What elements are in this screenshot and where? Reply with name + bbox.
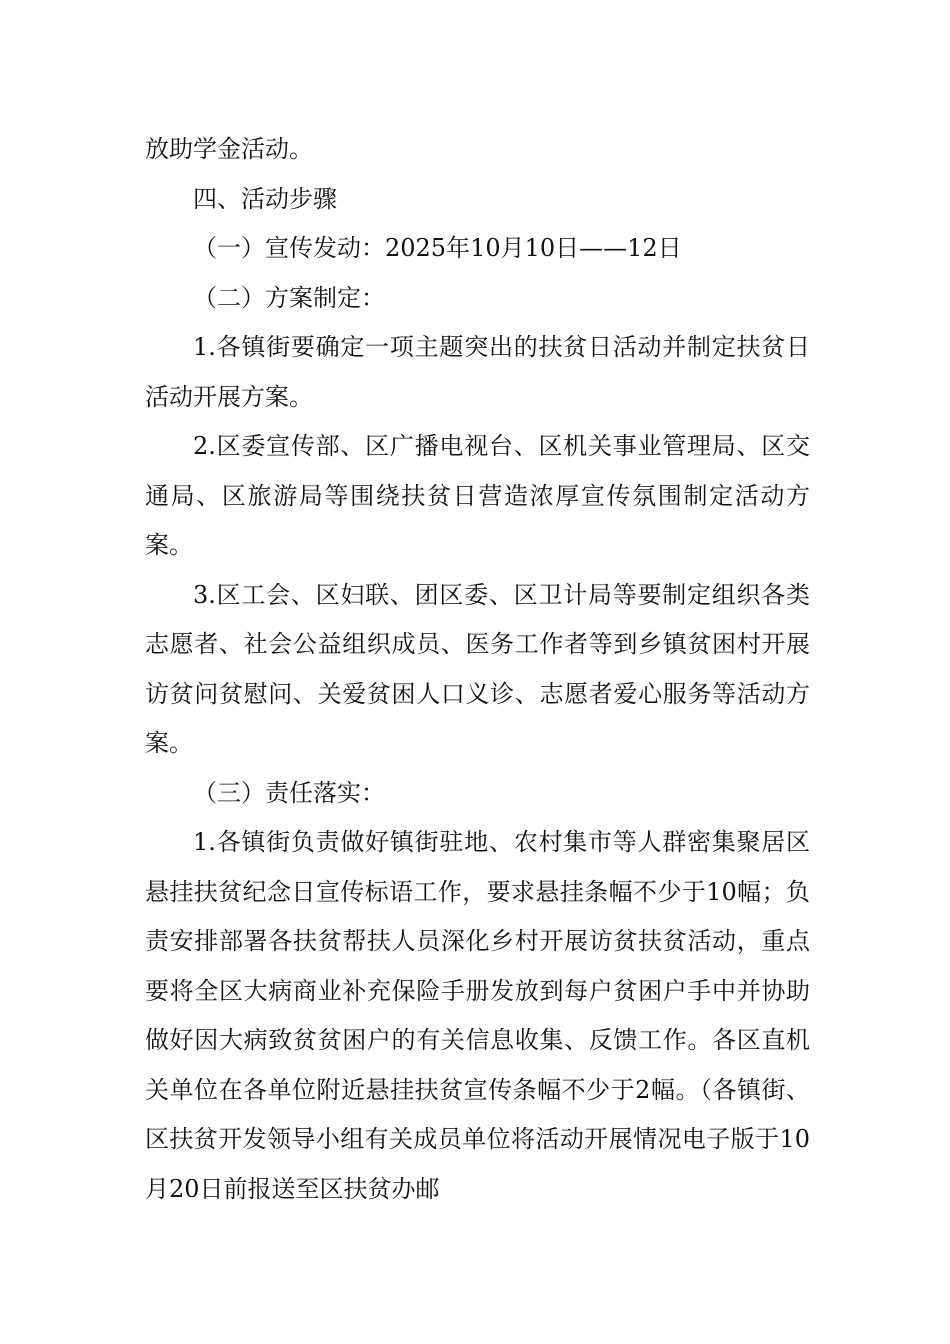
section-heading-activity-steps: 四、活动步骤 [193, 184, 337, 213]
paragraph-plan-item-3: 3.区工会、区妇联、团区委、区卫计局等要制定组织各类志愿者、社会公益组织成员、医务工作者等到乡镇贫困村开展访贫问贫慰问、关爱贫困人口义诊、志愿者爱心服务等活动方案。 [145, 580, 810, 757]
paragraph-plan-item-2: 2.区委宣传部、区广播电视台、区机关事业管理局、区交通局、区旅游局等围绕扶贫日营造浓厚宣传氛围制定活动方案。 [145, 432, 810, 559]
document-body [145, 125, 810, 1214]
subheading-responsibility: （三）责任落实： [193, 778, 385, 807]
subheading-publicity: （一）宣传发动：2025年10月10日——12日 [193, 234, 682, 262]
paragraph-plan-item-1: 1.各镇街要确定一项主题突出的扶贫日活动并制定扶贫日活动开展方案。 [145, 333, 810, 411]
paragraph-responsibility-item-1: 1.各镇街负责做好镇街驻地、农村集市等人群密集聚居区悬挂扶贫纪念日宣传标语工作，要求悬挂条幅不少于10幅；负责安排部署各扶贫帮扶人员深化乡村开展访贫扶贫活动，重点要将全区大病商业补充保险手册发放到每户贫困户手中并协助做好因大病致贫贫困户的有关信息收集、反馈工作。各区直机关单位在各单位附近悬挂扶贫宣传条幅不少于2幅。（各镇街、区扶贫开发领导小组有关成员单位将活动开展情况电子版于10月20日前报送至区扶贫办邮 [145, 828, 810, 1203]
paragraph-continuation: 放助学金活动。 [145, 135, 313, 163]
subheading-plan-making: （二）方案制定： [193, 283, 385, 312]
